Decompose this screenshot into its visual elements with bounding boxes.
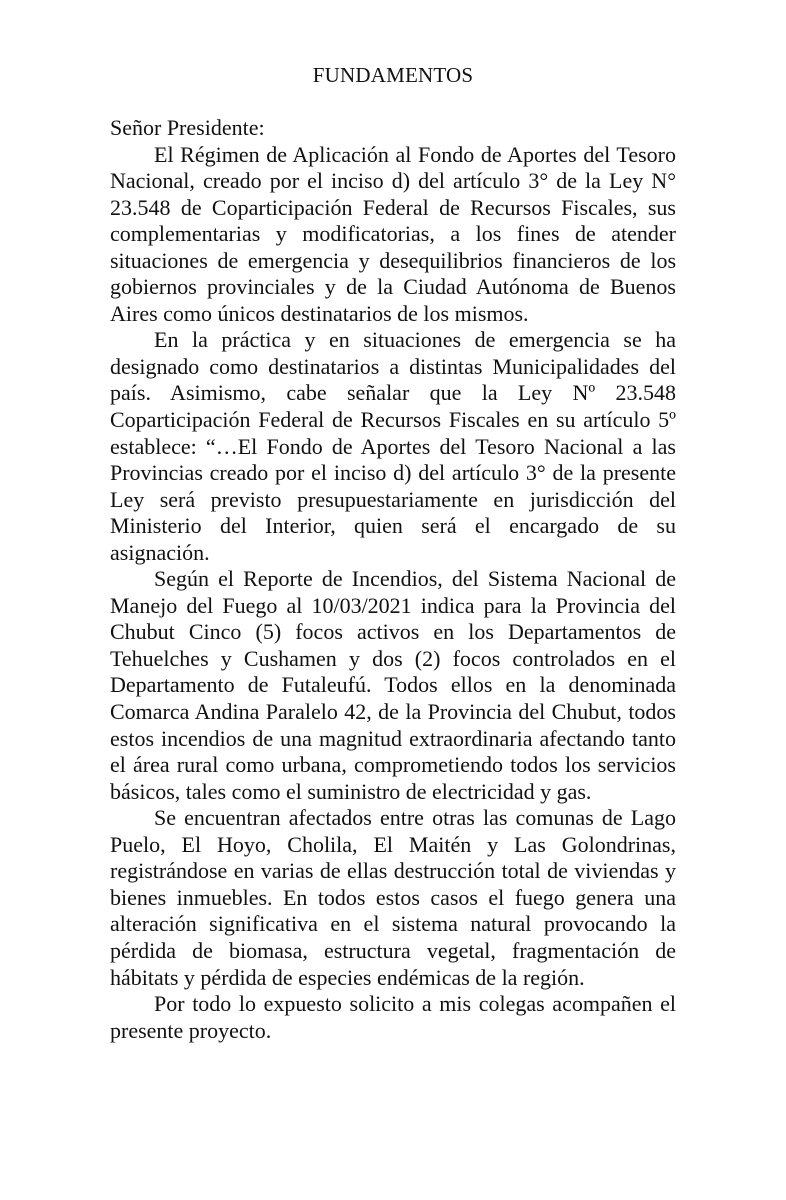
document-title: FUNDAMENTOS (312, 63, 474, 87)
paragraph-municipalidades: En la práctica y en situaciones de emergencia se ha designado como destinatarios a distintas Municipalidades del país. Asimismo, cabe señalar que la Ley Nº 23.548 Coparticipación Federal de Recursos Fiscales en su artículo 5º establece: “…El Fondo de Aportes del Tesoro Nacional a las Provincias creado por el inciso d) del artículo 3° de la presente Ley será previsto presupuestariamente en jurisdicción del Ministerio del Interior, quien será el encargado de su asignación. (110, 327, 676, 565)
document-body (110, 115, 676, 1044)
paragraph-reporte-incendios: Según el Reporte de Incendios, del Sistema Nacional de Manejo del Fuego al 10/03/2021 indica para la Provincia del Chubut Cinco (5) focos activos en los Departamentos de Tehuelches y Cushamen y dos (2) focos controlados en el Departamento de Futaleufú. Todos ellos en la denominada Comarca Andina Paralelo 42, de la Provincia del Chubut, todos estos incendios de una magnitud extraordinaria afectando tanto el área rural como urbana, comprometiendo todos los servicios básicos, tales como el suministro de electricidad y gas. (110, 566, 676, 804)
paragraph-fondo-aportes: El Régimen de Aplicación al Fondo de Aportes del Tesoro Nacional, creado por el inciso d) del artículo 3° de la Ley N° 23.548 de Coparticipación Federal de Recursos Fiscales, sus complementarias y modificatorias, a los fines de atender situaciones de emergencia y desequilibrios financieros de los gobiernos provinciales y de la Ciudad Autónoma de Buenos Aires como únicos destinatarios de los mismos. (110, 141, 676, 326)
salutation: Señor Presidente: (110, 115, 265, 140)
paragraph-cierre: Por todo lo expuesto solicito a mis colegas acompañen el presente proyecto. (110, 991, 676, 1043)
paragraph-comunas-afectadas: Se encuentran afectados entre otras las comunas de Lago Puelo, El Hoyo, Cholila, El Maitén y Las Golondrinas, registrándose en varias de ellas destrucción total de viviendas y bienes inmuebles. En todos estos casos el fuego genera una alteración significativa en el sistema natural provocando la pérdida de biomasa, estructura vegetal, fragmentación de hábitats y pérdida de especies endémicas de la región. (110, 805, 676, 990)
